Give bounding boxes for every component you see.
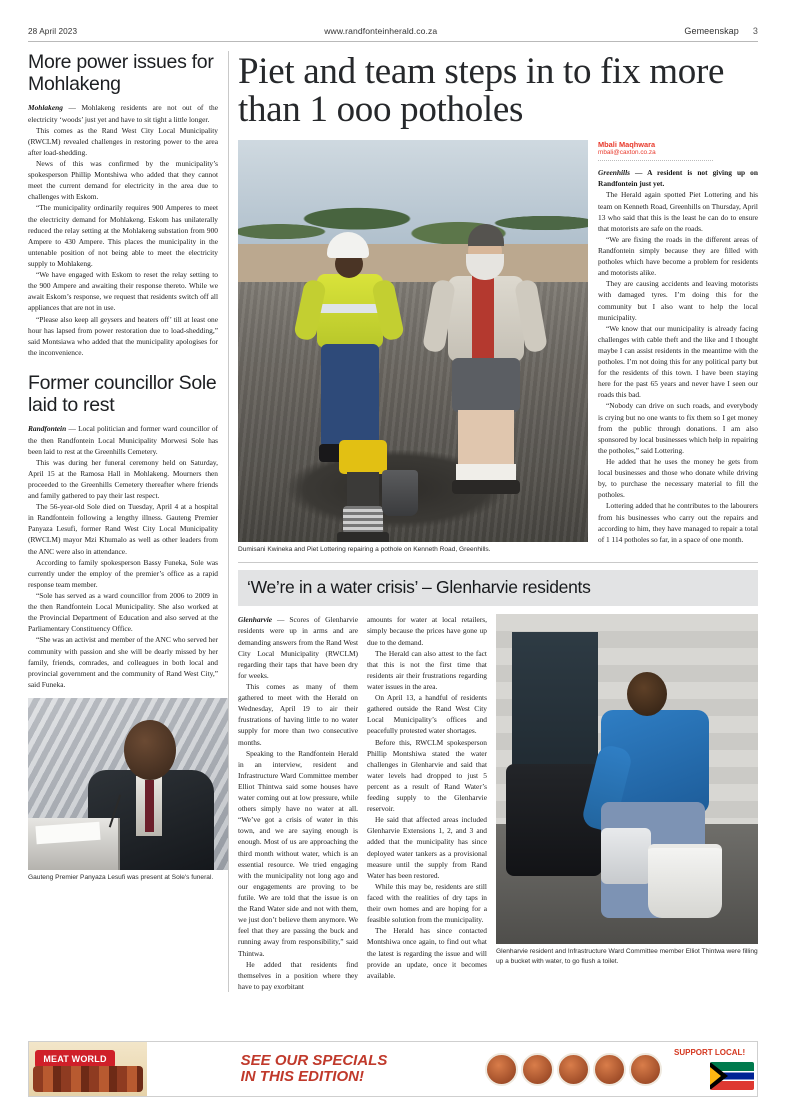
water-article-headline: ‘We’re in a water crisis’ – Glenharvie residents bbox=[238, 570, 758, 606]
photo-safety-vest bbox=[317, 274, 383, 348]
ad-specials-line2: IN THIS EDITION! bbox=[240, 1068, 364, 1085]
paragraph: “We know that our municipality is already facing challenges with cable theft and the like and I thought maybe I can assist residents in the meantime with the potholes. I’m not doing this for any political party but for the residents of this town. I have been staying here for the past 65 years and never have I seen our roads this bad. bbox=[598, 323, 758, 400]
byline-rule bbox=[598, 160, 713, 161]
paragraph: “We have engaged with Eskom to reset the relay setting to the 900 Ampere and awaiting their response thereto. While we await Eskom’s response, we request that residents switch off all appliances that are not in use. bbox=[28, 270, 218, 313]
paragraph: According to family spokesperson Bassy Funeka, Sole was currently under the employ of the premier’s office as a rapid response team member. bbox=[28, 557, 218, 589]
paragraph: “She was an activist and member of the ANC who served her community with passion and she will be dearly missed by her family, friends, comrades, and colleagues in both local and provincial government and the community of Rand West City,” said Funeka. bbox=[28, 635, 218, 689]
food-photo-icon bbox=[593, 1053, 626, 1086]
water-article-grid bbox=[238, 614, 758, 992]
paragraph: Speaking to the Randfontein Herald in an interview, resident and Infrastructure Ward Committee member Elliot Thintwa said some houses have water coming out at low pressure, while others simply have no water at all. “We’ve got a crisis of water in this town, and we are saying enough is enough. Most of us are approaching the third month without water, which is an essential resource. We tried engaging with the municipality not long ago and our engagements are proving to be futile. We are told that the issue is on the Rand Water side and not with them, we just don’t believe them anymore. We feel that they are passing the buck and running away from responsibility,” said Thintwa. bbox=[238, 748, 358, 958]
photo-hair bbox=[468, 224, 504, 246]
paragraph: “The municipality ordinarily requires 900 Amperes to meet the electricity demand for Mohlakeng. Eskom has unilaterally reduced the relay setting at the Mohlakeng substation from 900 Ampere to 430 Ampere. This places the municipality in the untenable position of not being able to meet the electricity supply to Mohlakeng. bbox=[28, 203, 218, 268]
paragraph bbox=[28, 423, 218, 456]
food-photo-icon bbox=[485, 1053, 518, 1086]
dateline-place: Mohlakeng bbox=[28, 103, 63, 113]
water-article-column-2 bbox=[367, 614, 487, 992]
article-body-power-issues bbox=[28, 102, 218, 358]
photo-shoes bbox=[452, 480, 520, 494]
water-crisis-article bbox=[238, 562, 758, 992]
ad-support-local[interactable] bbox=[671, 1042, 757, 1096]
photo-subject-tie bbox=[145, 780, 154, 832]
paragraph-text: — Mohlakeng residents are not out of the electricity ‘woods’ just yet and have to sit tight a little longer. bbox=[28, 103, 218, 124]
lead-article-body bbox=[598, 167, 758, 545]
photo-water-container bbox=[601, 828, 651, 884]
photo-block-lesufi bbox=[28, 698, 218, 882]
dateline-place: Randfontein bbox=[28, 424, 67, 434]
paragraph: He added that residents find themselves in a position where they have to pay exorbitant bbox=[238, 959, 358, 991]
byline-block bbox=[598, 140, 758, 161]
masthead-date: 28 April 2023 bbox=[28, 27, 78, 36]
south-africa-flag-icon bbox=[710, 1062, 754, 1090]
paragraph: He added that he uses the money he gets from local businesses and those who donate while driving by, to purchase the necessary material to fill the potholes. bbox=[598, 457, 758, 500]
left-column bbox=[28, 51, 228, 992]
paragraph bbox=[598, 167, 758, 189]
photo-trousers bbox=[321, 344, 379, 448]
photo-lesufi-at-funeral bbox=[28, 698, 228, 870]
advertisement-strip[interactable] bbox=[28, 1041, 758, 1097]
masthead-website: www.randfonteinherald.co.za bbox=[324, 26, 438, 36]
water-article-column-1 bbox=[238, 614, 358, 992]
photo-pothole-repair bbox=[238, 140, 588, 542]
photo-resident-filling-bucket bbox=[496, 614, 758, 944]
photo-hard-hat bbox=[327, 232, 369, 258]
photo-worker-piet bbox=[420, 224, 552, 510]
photo-legs bbox=[458, 410, 514, 468]
paragraph: “Sole has served as a ward councillor from 2006 to 2009 in the then Randfontein Local Municipality. She also worked at the Provincial Department of Education and also served at the Parliamentary Constituency Office. bbox=[28, 591, 218, 634]
paragraph: The Herald can also attest to the fact that this is not the first time that residents air their frustrations regarding water issues in the area. bbox=[367, 648, 487, 691]
lead-sentence: — A resident is not giving up on Randfontein just yet. bbox=[598, 168, 758, 189]
paragraph: amounts for water at local retailers, simply because the prices have gone up due to the demand. bbox=[367, 615, 487, 647]
paragraph-text: — Scores of Glenharvie residents were up in arms and are demanding answers from the Rand West City Local Municipality (RWCLM) regarding their taps that have been dry for weeks. bbox=[238, 615, 358, 680]
paragraph: While this may be, residents are still faced with the realities of dry taps in their own homes and are hoping for a feasible solution from the municipality. bbox=[367, 881, 487, 925]
ad-meat-image bbox=[33, 1066, 143, 1092]
photo-shorts bbox=[452, 358, 520, 412]
photo-jacket-stripe bbox=[472, 276, 494, 362]
paragraph: This was during her funeral ceremony held on Saturday, April 15 at the Ramosa Hall in Mohlakeng. Mourners then proceeded to the Greenhills Cemetery thereafter where friends and family gathered to pay their last respect. bbox=[28, 457, 218, 501]
article-body-sole-funeral bbox=[28, 423, 218, 690]
lead-article-content bbox=[238, 140, 758, 554]
photo-bucket bbox=[382, 470, 418, 516]
paragraph: On April 13, a handful of residents gathered outside the Rand West City Local Municipality’s offices and peacefully protested water shortages. bbox=[367, 693, 487, 736]
ad-support-label: SUPPORT LOCAL! bbox=[674, 1048, 746, 1057]
paragraph: “We are fixing the roads in the different areas of Randfontein simply because they are filled with potholes which have become a problem for residents and motorists alike. bbox=[598, 234, 758, 278]
masthead-page-number: 3 bbox=[752, 26, 758, 36]
lead-article-text-column bbox=[598, 140, 758, 554]
paragraph bbox=[28, 102, 218, 124]
paragraph: The 56-year-old Sole died on Tuesday, April 4 at a hospital in Randfontein following a lengthy illness. Gauteng Premier Panyaza Lesufi, former Rand West City Local Municipality (RWCLM) mayor Mzi Khumalo as well as other leaders from the ANC were also in attendance. bbox=[28, 502, 218, 556]
food-photo-icon bbox=[521, 1053, 554, 1086]
paragraph-text: — Local politician and former ward councillor of the then Randfontein Local Municipality Morwesi Sole has been laid to rest at the Greenhills Cemetery. bbox=[28, 424, 218, 456]
ad-specials-line1: SEE OUR SPECIALS bbox=[240, 1052, 388, 1070]
dateline-place: Greenhills bbox=[598, 168, 631, 178]
page-masthead bbox=[28, 0, 758, 42]
photo-compactor-spring bbox=[343, 506, 383, 534]
photo-subject-head bbox=[627, 672, 667, 716]
food-photo-icon bbox=[629, 1053, 662, 1086]
paragraph: News of this was confirmed by the municipality’s spokesperson Phillip Montshiwa who added that they cannot meet the current demand for electricity in the area due to challenges with Eskom. bbox=[28, 158, 218, 202]
masthead-section: Gemeenskap bbox=[684, 26, 739, 36]
paragraph bbox=[238, 614, 358, 681]
photo-caption-water: Glenharvie resident and Infrastructure Ward Committee member Elliot Thintwa were filling up a bucket with water, to go flush a toilet. bbox=[496, 948, 758, 965]
food-photo-icon bbox=[557, 1053, 590, 1086]
ad-specials-text bbox=[241, 1053, 388, 1085]
main-column bbox=[238, 51, 758, 992]
paragraph: They are causing accidents and leaving motorists with damaged tyres. I’m doing this for the community but I also want to help the local municipality. bbox=[598, 279, 758, 322]
ad-meat-world[interactable] bbox=[29, 1042, 147, 1096]
column-divider bbox=[228, 51, 229, 992]
photo-compactor-engine bbox=[339, 440, 387, 474]
paragraph: The Herald again spotted Piet Lottering and his team on Kenneth Road, Greenhills on Thursday, April 13 who said that this is the least he can do to ensure that motorists are safe on the roads. bbox=[598, 190, 758, 233]
paragraph: Before this, RWCLM spokesperson Phillip Montshiwa stated the water challenges in Glenharvie and said that water levels had dropped to just 5 percent as a result of Rand Water’s feeding supply to the Glenharvie reservoir. bbox=[367, 737, 487, 814]
article-headline-power-issues: More power issues for Mohlakeng bbox=[28, 51, 214, 96]
article-headline-sole-funeral: Former councillor Sole laid to rest bbox=[28, 371, 217, 417]
ad-brand-label: MEAT WORLD bbox=[35, 1050, 115, 1068]
paragraph: This comes as the Rand West City Local Municipality (RWCLM) revealed challenges in restoring power to the area after load-shedding. bbox=[28, 125, 218, 157]
paragraph: The Herald has since contacted Montshiwa once again, to find out what the latest is regarding the issue and will provide an update, once it becomes available. bbox=[367, 926, 487, 980]
paragraph: He said that affected areas included Glenharvie Extensions 1, 2, and 3 and added that the municipality has since deployed water tankers as a provisional measure until the supply from Rand Water has been restored. bbox=[367, 815, 487, 880]
photo-caption-lesufi: Gauteng Premier Panyaza Lesufi was present at Sole's funeral. bbox=[28, 874, 214, 882]
photo-compactor-body bbox=[347, 472, 379, 510]
byline-author: Mbali Maqhwara bbox=[598, 139, 656, 149]
ad-food-images bbox=[481, 1042, 671, 1096]
water-photo-block bbox=[496, 614, 758, 992]
photo-compactor-plate bbox=[337, 532, 389, 542]
page-grid bbox=[28, 51, 758, 992]
paragraph: “Nobody can drive on such roads, and everybody is crying but no one wants to fix them so I get money from the public through donations. I am also sponsored by local businesses which help in repairing the potholes,” said Lottering. bbox=[598, 401, 758, 455]
dateline-place: Glenharvie bbox=[238, 615, 273, 625]
byline-email[interactable]: mbali@caxton.co.za bbox=[598, 149, 656, 157]
photo-caption-pothole-repair: Dumisani Kwineka and Piet Lottering repairing a pothole on Kenneth Road, Greenhills. bbox=[238, 545, 491, 553]
lead-article-headline: Piet and team steps in to fix more than 1 ooo potholes bbox=[238, 51, 725, 131]
photo-subject-head bbox=[124, 720, 176, 780]
ad-specials-callout[interactable] bbox=[147, 1042, 481, 1096]
lead-photo-block bbox=[238, 140, 588, 554]
paragraph: This comes as many of them gathered to meet with the Herald on Wednesday, April 19 to air their frustrations of having little to no water supply for more than two consecutive months. bbox=[238, 681, 358, 747]
paragraph: “Please also keep all geysers and heaters off’ till at least one hour has lapsed from power restoration due to load-shedding,” said Montsiawa who added that the municipality apologises for the inconvenience. bbox=[28, 314, 218, 357]
paragraph: Lottering added that he contributes to the labourers from his businesses who carry out the repairs and according to him, they have managed to repair a total of 1 114 potholes so far, in a space of one month. bbox=[598, 501, 758, 544]
photo-white-bucket bbox=[648, 844, 722, 918]
